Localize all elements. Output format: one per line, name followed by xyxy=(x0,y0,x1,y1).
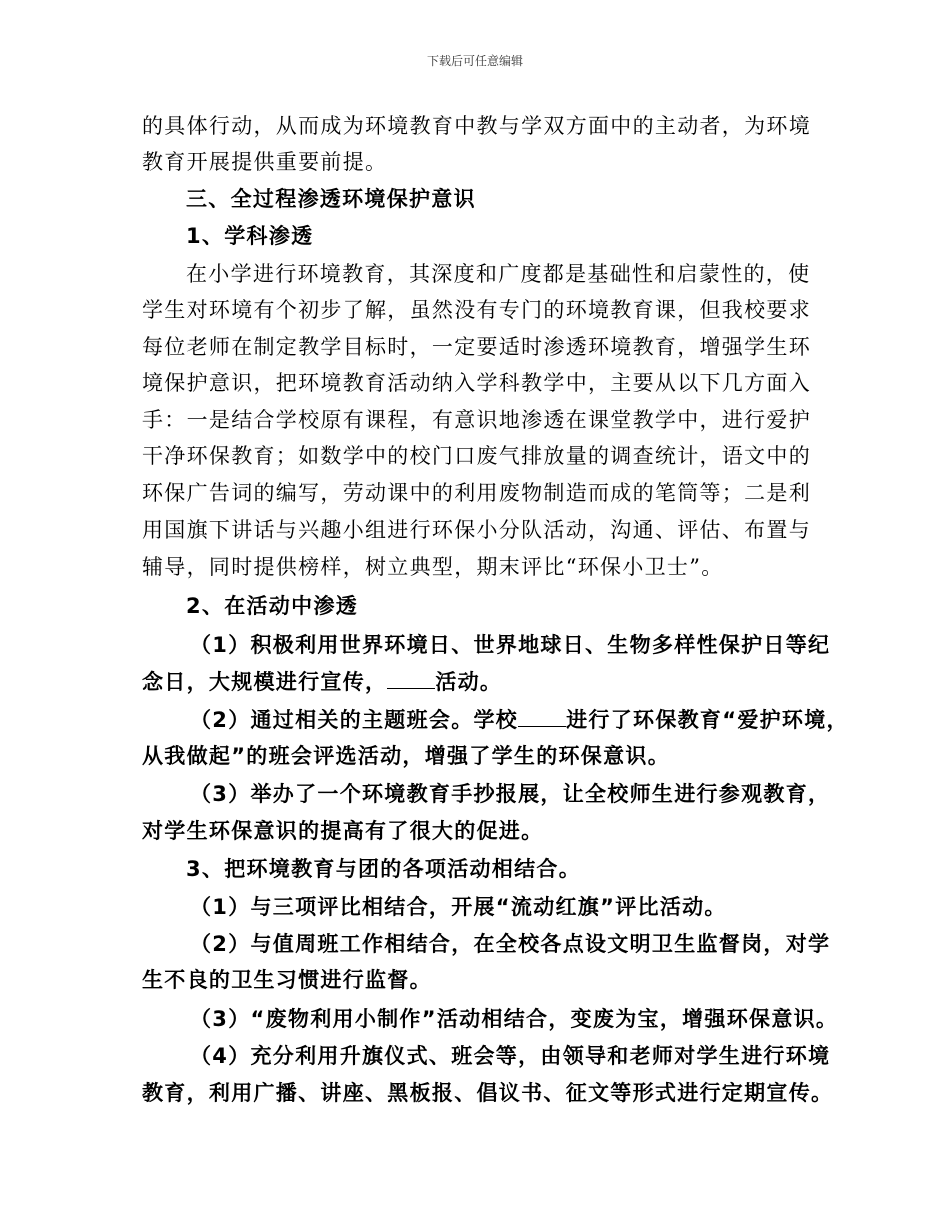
text-line: （1）与三项评比相结合，开展“流动红旗”评比活动。 xyxy=(190,895,727,919)
text-line: （1）积极利用世界环境日、世界地球日、生物多样性保护日等纪 xyxy=(190,633,831,657)
subsection-heading: 1、学科渗透 xyxy=(186,224,314,248)
text-line: 境保护意识，把环境教育活动纳入学科教学中，主要从以下几方面入 xyxy=(142,371,811,395)
text-line: 环保广告词的编写，劳动课中的利用废物制造而成的笔筒等；二是利 xyxy=(142,481,811,505)
text-line: （2）与值周班工作相结合，在全校各点设文明卫生监督岗，对学 xyxy=(190,932,831,956)
text-line: 用国旗下讲话与兴趣小组进行环保小分队活动，沟通、评估、布置与 xyxy=(142,518,811,542)
text-segment: 活动。 xyxy=(435,670,503,694)
text-segment: 进行了环保教育“爱护环境， xyxy=(566,708,849,732)
text-line: 教育，利用广播、讲座、黑板报、倡议书、征文等形式进行定期宣传。 xyxy=(142,1081,834,1105)
fill-blank xyxy=(518,708,566,727)
text-line: 的具体行动，从而成为环境教育中教与学双方面中的主动者，为环境 xyxy=(142,114,811,138)
section-heading: 三、全过程渗透环境保护意识 xyxy=(186,187,476,211)
text-line: 从我做起”的班会评选活动，增强了学生的环保意识。 xyxy=(142,744,670,768)
text-line: 干净环保教育；如数学中的校门口废气排放量的调查统计，语文中的 xyxy=(142,444,811,468)
text-line: 生不良的卫生习惯进行监督。 xyxy=(142,968,432,992)
text-line: （3）举办了一个环境教育手抄报展，让全校师生进行参观教育， xyxy=(190,782,831,806)
text-line: 学生对环境有个初步了解，虽然没有专门的环境教育课，但我校要求 xyxy=(142,298,811,322)
text-line: （3）“废物利用小制作”活动相结合，变废为宝，增强环保意识。 xyxy=(190,1007,839,1031)
text-line: （4）充分利用升旗仪式、班会等，由领导和老师对学生进行环境 xyxy=(190,1044,831,1068)
text-line-with-blank xyxy=(190,706,950,734)
fill-blank xyxy=(387,670,435,689)
text-line: 对学生环保意识的提高有了很大的促进。 xyxy=(142,819,544,843)
page-header: 下载后可任意编辑 xyxy=(426,54,523,68)
text-segment: 念日，大规模进行宣传， xyxy=(142,670,388,694)
subsection-heading: 2、在活动中渗透 xyxy=(186,594,359,618)
subsection-heading: 3、把环境教育与团的各项活动相结合。 xyxy=(186,857,582,881)
text-line: 辅导，同时提供榜样，树立典型，期末评比“环保小卫士”。 xyxy=(142,555,724,579)
text-line-with-blank xyxy=(142,668,950,696)
text-line: 手：一是结合学校原有课程，有意识地渗透在课堂教学中，进行爱护 xyxy=(142,408,811,432)
text-line: 在小学进行环境教育，其深度和广度都是基础性和启蒙性的，使 xyxy=(186,262,811,286)
text-line: 教育开展提供重要前提。 xyxy=(142,150,388,174)
text-line: 每位老师在制定教学目标时，一定要适时渗透环境教育，增强学生环 xyxy=(142,335,811,359)
text-segment: （2）通过相关的主题班会。学校 xyxy=(190,708,519,732)
